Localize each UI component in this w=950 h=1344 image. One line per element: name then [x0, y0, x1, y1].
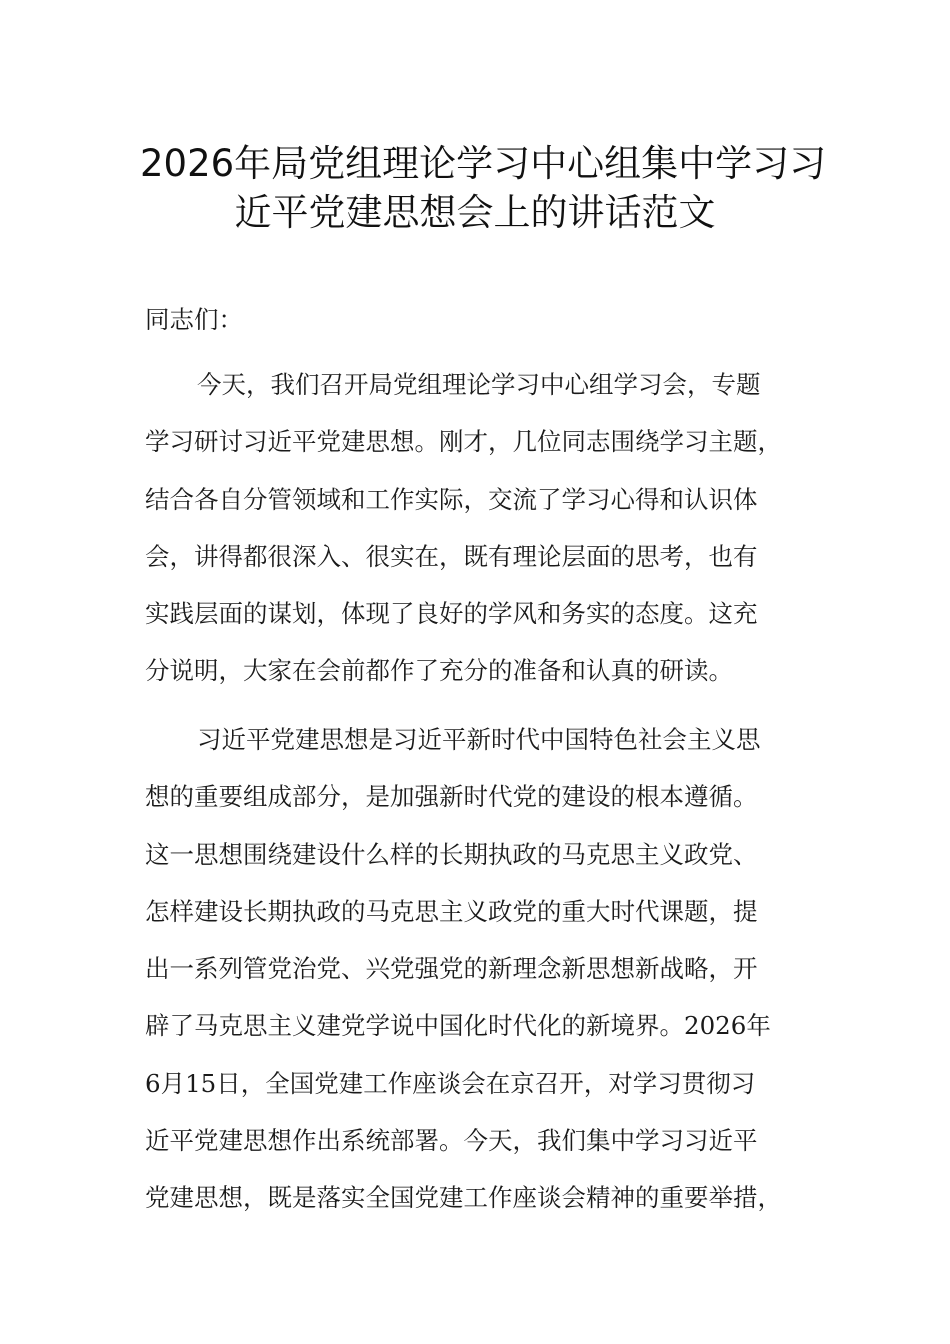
paragraph-line: 党建思想，既是落实全国党建工作座谈会精神的重要举措，: [145, 1183, 782, 1213]
paragraph-line: 结合各自分管领域和工作实际，交流了学习心得和认识体: [145, 484, 758, 514]
paragraph-line: 学习研讨习近平党建思想。刚才，几位同志围绕学习主题，: [145, 427, 782, 457]
paragraph-line: 近平党建思想作出系统部署。今天，我们集中学习习近平: [145, 1126, 758, 1156]
salutation: 同志们：: [145, 305, 243, 334]
document-title-line-1: 2026年局党组理论学习中心组集中学习习: [140, 142, 827, 185]
paragraph-line: 今天，我们召开局党组理论学习中心组学习会，专题: [197, 370, 761, 399]
paragraph-line: 会，讲得都很深入、很实在，既有理论层面的思考，也有: [145, 541, 758, 571]
document-title-line-2: 近平党建思想会上的讲话范文: [234, 191, 716, 234]
paragraph-line: 辟了马克思主义建党学说中国化时代化的新境界。2026年: [145, 1011, 771, 1041]
paragraph-1: [145, 356, 805, 700]
paragraph-line: 分说明，大家在会前都作了充分的准备和认真的研读。: [145, 656, 733, 686]
paragraph-line: 习近平党建思想是习近平新时代中国特色社会主义思: [197, 725, 761, 754]
paragraph-line: 怎样建设长期执政的马克思主义政党的重大时代课题，提: [145, 896, 758, 926]
paragraph-2: [145, 711, 805, 1227]
paragraph-line: 出一系列管党治党、兴党强党的新理念新思想新战略，开: [145, 954, 758, 984]
paragraph-line: 想的重要组成部分，是加强新时代党的建设的根本遵循。: [145, 782, 758, 812]
paragraph-line: 6月15日，全国党建工作座谈会在京召开，对学习贯彻习: [145, 1068, 756, 1098]
paragraph-line: 这一思想围绕建设什么样的长期执政的马克思主义政党、: [145, 839, 758, 869]
paragraph-line: 实践层面的谋划，体现了良好的学风和务实的态度。这充: [145, 599, 758, 629]
